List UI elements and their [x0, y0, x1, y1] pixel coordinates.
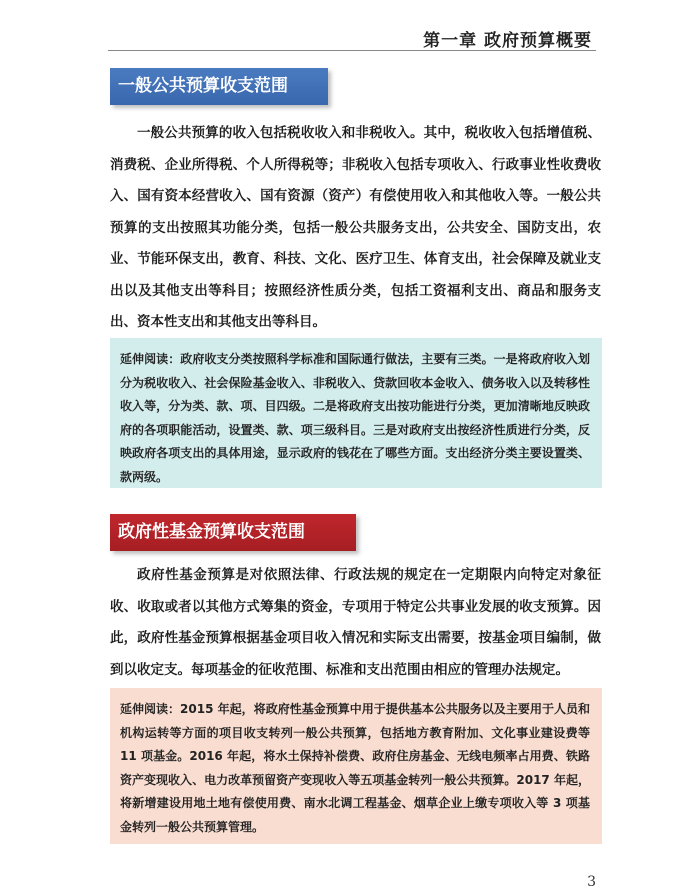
extended-reading-box: [110, 338, 602, 488]
section-heading-fund-budget: 政府性基金预算收支范围: [110, 514, 356, 551]
section-heading-general-budget: 一般公共预算收支范围: [110, 68, 328, 105]
extended-reading-text: 延伸阅读：政府收支分类按照科学标准和国际通行做法，主要有三类。一是将政府收入划分为税收收入、社会保险基金收入、非税收入、贷款回收本金收入、债务收入以及转移性收入等，分为类、款、项、目四级。二是将政府支出按功能进行分类，更加清晰地反映政府的各项职能活动，设置类、款、项三级科目。三是对政府支出按经济性质进行分类，反映政府各项支出的具体用途，显示政府的钱花在了哪些方面。支出经济分类主要设置类、款两级。: [120, 352, 590, 484]
header-divider: [108, 50, 596, 51]
extended-reading-box-2: [110, 688, 602, 844]
general-budget-body: 一般公共预算的收入包括税收收入和非税收入。其中，税收收入包括增值税、消费税、企业所得税、个人所得税等；非税收入包括专项收入、行政事业性收费收入、国有资本经营收入、国有资源（资产）有偿使用收入和其他收入等。一般公共预算的支出按照其功能分类，包括一般公共服务支出，公共安全、国防支出，农业、节能环保支出，教育、科技、文化、医疗卫生、体育支出，社会保障及就业支出以及其他支出等科目；按照经济性质分类，包括工资福利支出、商品和服务支出、资本性支出和其他支出等科目。: [110, 125, 601, 330]
page-number: 3: [587, 874, 596, 890]
running-header: 第一章 政府预算概要: [423, 31, 592, 51]
extended-reading-text-2: 延伸阅读：2015 年起，将政府性基金预算中用于提供基本公共服务以及主要用于人员和机构运转等方面的项目收支转列一般公共预算，包括地方教育附加、文化事业建设费等 11 项基金。2016 年起，将水土保持补偿费、政府住房基金、无线电频率占用费、铁路资产变现收入、电力改革预留资产变现收入等五项基金转列一般公共预算。2017 年起，将新增建设用地土地有偿使用费、南水北调工程基金、烟草企业上缴专项收入等 3 项基金转列一般公共预算管理。: [120, 702, 590, 834]
fund-budget-body: 政府性基金预算是对依照法律、行政法规的规定在一定期限内向特定对象征收、收取或者以其他方式筹集的资金，专项用于特定公共事业发展的收支预算。因此，政府性基金预算根据基金项目收入情况和实际支出需要，按基金项目编制，做到以收定支。每项基金的征收范围、标准和支出范围由相应的管理办法规定。: [110, 567, 601, 678]
